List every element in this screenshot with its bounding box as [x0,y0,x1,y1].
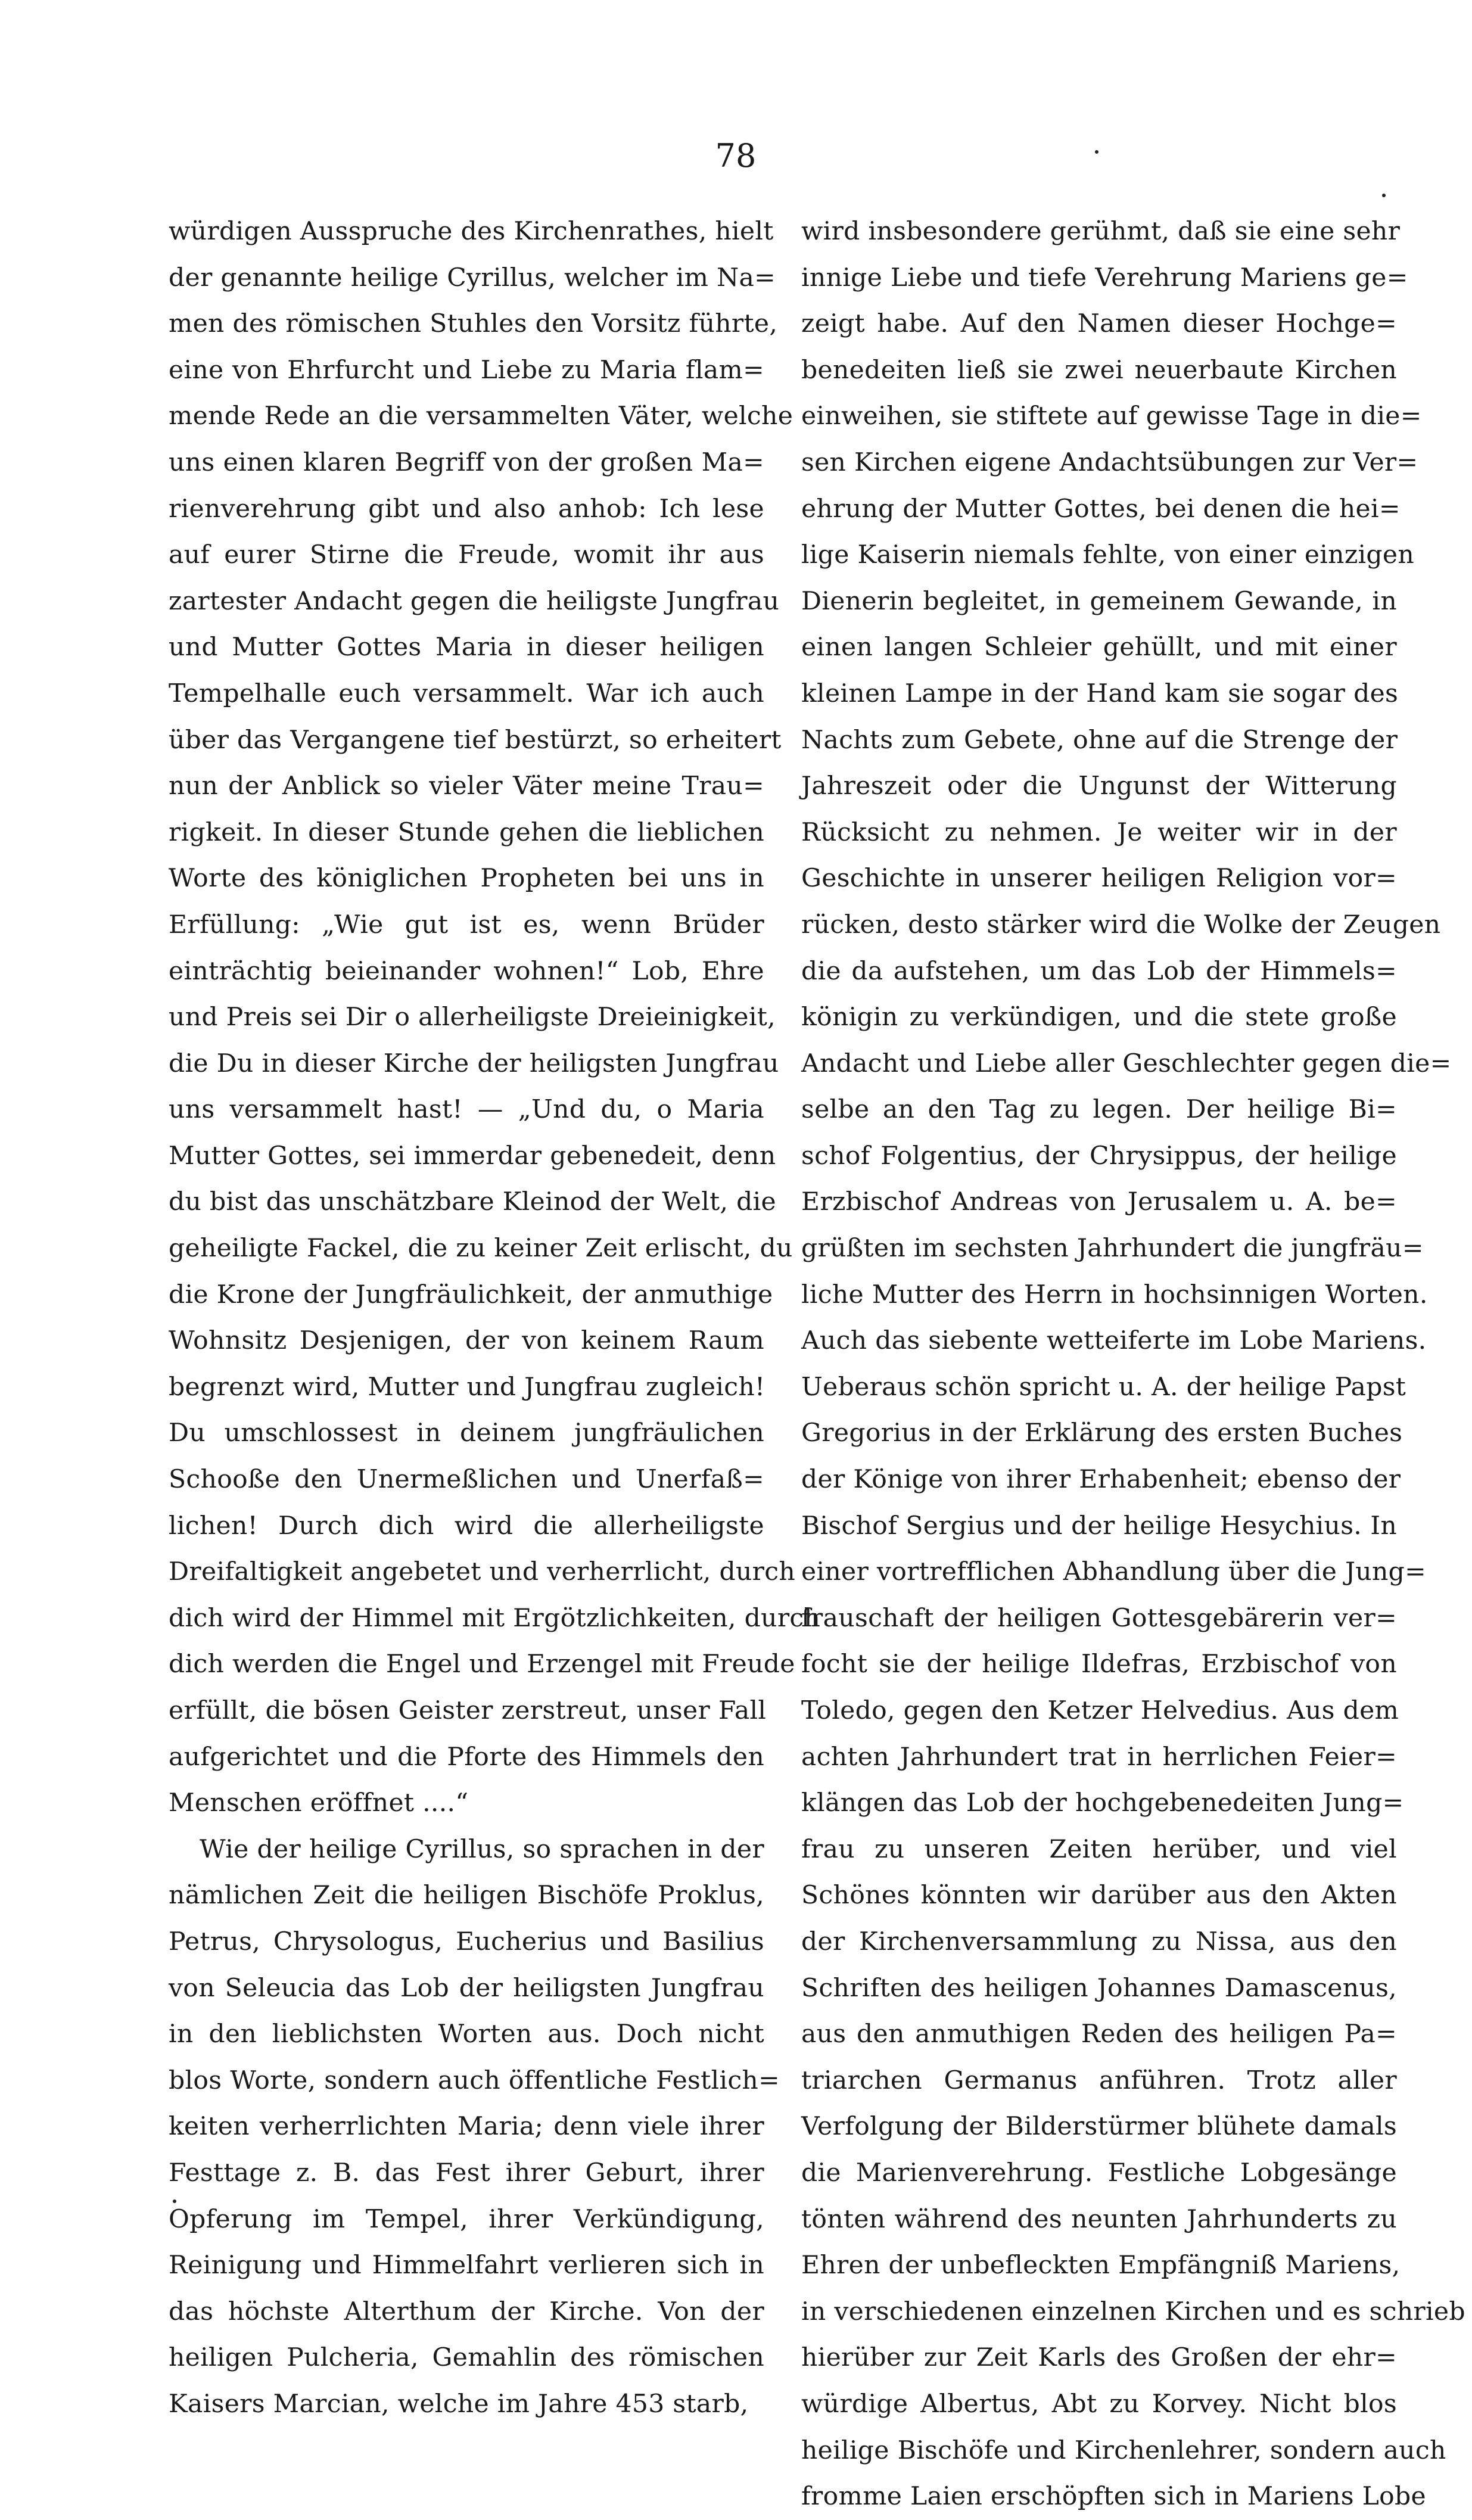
text-line: Dienerin begleitet, in gemeinem Gewande, in [801,586,1397,616]
text-line: blos Worte, sondern auch öffentliche Festlich= [169,2065,780,2095]
text-line: Bischof Sergius und der heilige Hesychius. In [801,1511,1397,1541]
text-line: selbe an den Tag zu legen. Der heilige Bi= [801,1095,1397,1125]
text-line: der Könige von ihrer Erhabenheit; ebenso der [801,1465,1401,1495]
text-line: keiten verherrlichten Maria; denn viele ihrer [169,2112,764,2142]
text-line: Festtage z. B. das Fest ihrer Geburt, ihrer [169,2158,764,2188]
text-line: tönten während des neunten Jahrhunderts zu [801,2204,1397,2234]
text-line: königin zu verkündigen, und die stete große [801,1003,1397,1032]
text-line: nämlichen Zeit die heiligen Bischöfe Proklus, [169,1881,764,1911]
text-line: lige Kaiserin niemals fehlte, von einer einzigen [801,540,1415,570]
text-line: fromme Laien erschöpften sich in Mariens Lobe [801,2482,1427,2512]
page-number: 78 [715,137,757,175]
left-text-column [169,209,821,2428]
text-line: über das Vergangene tief bestürzt, so erheitert [169,725,782,755]
text-line: Menschen eröffnet ....“ [169,1788,469,1818]
text-line: Verfolgung der Bilderstürmer blühete damals [801,2112,1397,2142]
text-line: Jahreszeit oder die Ungunst der Witterung [801,771,1397,801]
text-line: das höchste Alterthum der Kirche. Von der [169,2297,764,2326]
text-line: erfüllt, die bösen Geister zerstreut, unser Fall [169,1696,767,1725]
text-line: hierüber zur Zeit Karls des Großen der ehr= [801,2343,1397,2373]
text-line: würdige Albertus, Abt zu Korvey. Nicht blos [801,2389,1397,2419]
text-line: heilige Bischöfe und Kirchenlehrer, sondern auch [801,2435,1446,2465]
text-line: triarchen Germanus anführen. Trotz aller [801,2065,1397,2095]
text-line: Mutter Gottes, sei immerdar gebenedeit, denn [169,1141,776,1171]
text-line: benedeiten ließ sie zwei neuerbaute Kirchen [801,355,1397,385]
text-line: Toledo, gegen den Ketzer Helvedius. Aus dem [801,1696,1399,1725]
text-line: rigkeit. In dieser Stunde gehen die lieblichen [169,817,764,847]
text-line: einträchtig beieinander wohnen!“ Lob, Ehre [169,956,764,986]
text-line: Kaisers Marcian, welche im Jahre 453 starb, [169,2389,749,2419]
text-line: Reinigung und Himmelfahrt verlieren sich in [169,2251,764,2281]
text-line: einer vortrefflichen Abhandlung über die Jung= [801,1557,1427,1587]
text-line: uns einen klaren Begriff von der großen Ma= [169,447,764,477]
text-line: innige Liebe und tiefe Verehrung Mariens ge= [801,263,1408,293]
text-line: dich wird der Himmel mit Ergötzlichkeiten, durch [169,1603,821,1633]
text-line: frauschaft der heiligen Gottesgebärerin ver= [801,1603,1397,1633]
print-speck [1095,150,1098,154]
text-line: würdigen Ausspruche des Kirchenrathes, hielt [169,217,774,246]
text-line: Ueberaus schön spricht u. A. der heilige Papst [801,1372,1406,1402]
text-line: grüßten im sechsten Jahrhundert die jungfräu= [801,1234,1424,1264]
text-line: Schriften des heiligen Johannes Damascenus, [801,1973,1397,2003]
text-line: nun der Anblick so vieler Väter meine Trau= [169,771,764,801]
text-line: Schooße den Unermeßlichen und Unerfaß= [169,1465,764,1495]
text-line: geheiligte Fackel, die zu keiner Zeit erlischt, du [169,1234,793,1264]
text-line: du bist das unschätzbare Kleinod der Welt, die [169,1187,776,1217]
text-line: Dreifaltigkeit angebetet und verherrlicht, durch [169,1557,796,1587]
text-line: Du umschlossest in deinem jungfräulichen [169,1418,764,1448]
text-line: Andacht und Liebe aller Geschlechter gegen die= [801,1049,1452,1078]
text-line: schof Folgentius, der Chrysippus, der heilige [801,1141,1397,1171]
text-line: Opferung im Tempel, ihrer Verkündigung, [169,2204,764,2234]
text-line: Auch das siebente wetteiferte im Lobe Mariens. [801,1326,1427,1356]
text-line: Tempelhalle euch versammelt. War ich auch [169,679,764,708]
text-line: wird insbesondere gerühmt, daß sie eine sehr [801,217,1401,246]
text-line: Erfüllung: „Wie gut ist es, wenn Brüder [169,910,764,939]
text-line: Wie der heilige Cyrillus, so sprachen in der [200,1834,764,1864]
text-line: liche Mutter des Herrn in hochsinnigen Worten. [801,1280,1428,1309]
right-text-column [801,209,1465,2520]
text-line: die Du in dieser Kirche der heiligsten Jungfrau [169,1049,779,1078]
text-line: die da aufstehen, um das Lob der Himmels= [801,956,1397,986]
text-line: kleinen Lampe in der Hand kam sie sogar des [801,679,1399,708]
text-line: zeigt habe. Auf den Namen dieser Hochge= [801,309,1397,339]
text-line: dich werden die Engel und Erzengel mit Freude [169,1650,795,1679]
text-line: die Krone der Jungfräulichkeit, der anmuthige [169,1280,773,1309]
text-line: Ehren der unbefleckten Empfängniß Mariens, [801,2251,1401,2281]
text-line: die Marienverehrung. Festliche Lobgesänge [801,2158,1397,2188]
text-line: Worte des königlichen Propheten bei uns in [169,864,764,894]
text-line: achten Jahrhundert trat in herrlichen Feier= [801,1742,1397,1772]
print-speck [1382,194,1386,197]
text-line: focht sie der heilige Ildefras, Erzbischof von [801,1650,1397,1679]
text-line: rücken, desto stärker wird die Wolke der Zeugen [801,910,1441,939]
text-line: begrenzt wird, Mutter und Jungfrau zugleich! [169,1372,765,1402]
text-line: Geschichte in unserer heiligen Religion vor= [801,864,1397,894]
text-line: uns versammelt hast! — „Und du, o Maria [169,1095,764,1125]
text-line: der Kirchenversammlung zu Nissa, aus den [801,1927,1397,1956]
text-line: heiligen Pulcheria, Gemahlin des römischen [169,2343,764,2373]
text-line: aufgerichtet und die Pforte des Himmels den [169,1742,764,1772]
text-line: auf eurer Stirne die Freude, womit ihr aus [169,540,764,570]
text-line: Rücksicht zu nehmen. Je weiter wir in der [801,817,1397,847]
text-line: Erzbischof Andreas von Jerusalem u. A. be= [801,1187,1397,1217]
text-line: in verschiedenen einzelnen Kirchen und es schrieb [801,2297,1465,2326]
text-line: einweihen, sie stiftete auf gewisse Tage in die= [801,402,1422,431]
text-line: in den lieblichsten Worten aus. Doch nicht [169,2020,764,2049]
text-line: aus den anmuthigen Reden des heiligen Pa= [801,2020,1397,2049]
print-speck [173,2199,176,2203]
text-line: men des römischen Stuhles den Vorsitz führte, [169,309,778,339]
text-line: mende Rede an die versammelten Väter, welche [169,402,793,431]
text-line: und Mutter Gottes Maria in dieser heiligen [169,633,764,662]
text-line: Nachts zum Gebete, ohne auf die Strenge der [801,725,1398,755]
text-line: Schönes könnten wir darüber aus den Akten [801,1881,1397,1911]
text-line: rienverehrung gibt und also anhob: Ich lese [169,494,764,524]
text-line: sen Kirchen eigene Andachtsübungen zur Ver= [801,447,1418,477]
text-line: frau zu unseren Zeiten herüber, und viel [801,1834,1397,1864]
text-line: zartester Andacht gegen die heiligste Jungfrau [169,586,780,616]
text-line: ehrung der Mutter Gottes, bei denen die hei= [801,494,1401,524]
text-line: lichen! Durch dich wird die allerheiligste [169,1511,764,1541]
text-line: klängen das Lob der hochgebenedeiten Jung= [801,1788,1404,1818]
text-line: Petrus, Chrysologus, Eucherius und Basilius [169,1927,764,1956]
text-line: eine von Ehrfurcht und Liebe zu Maria flam= [169,355,764,385]
text-line: der genannte heilige Cyrillus, welcher im Na= [169,263,776,293]
text-line: und Preis sei Dir o allerheiligste Dreieinigkeit, [169,1003,776,1032]
text-line: Gregorius in der Erklärung des ersten Buches [801,1418,1403,1448]
text-line: einen langen Schleier gehüllt, und mit einer [801,633,1397,662]
text-line: von Seleucia das Lob der heiligsten Jungfrau [169,1973,764,2003]
text-line: Wohnsitz Desjenigen, der von keinem Raum [169,1326,764,1356]
